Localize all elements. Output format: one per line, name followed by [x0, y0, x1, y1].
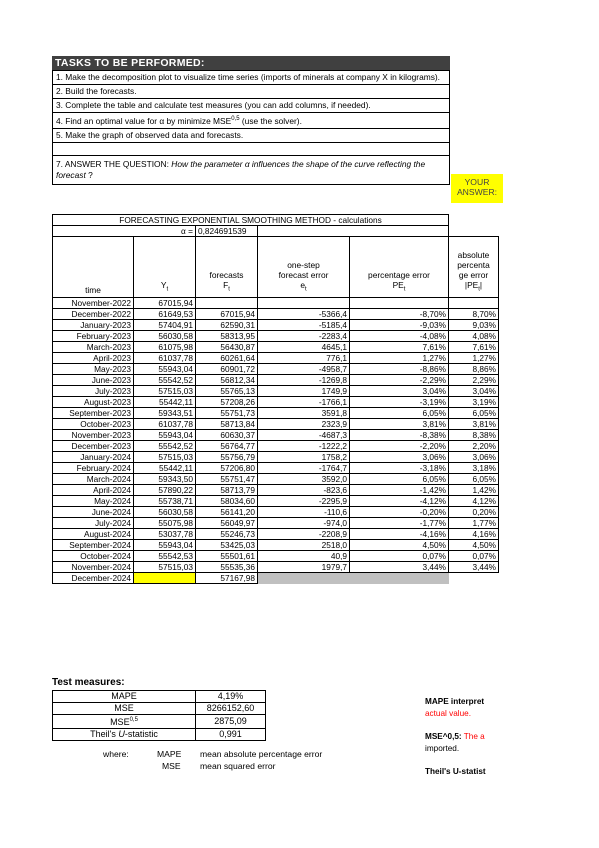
pe-cell[interactable]: -3,19%	[350, 397, 449, 408]
legend-where: where:	[103, 749, 129, 759]
ape-cell[interactable]: 7,61%	[449, 342, 499, 353]
forecast-cell[interactable]: 57208,26	[196, 397, 258, 408]
legend-mse: MSE	[162, 761, 181, 771]
error-cell[interactable]: -1766,1	[258, 397, 350, 408]
pe-cell[interactable]	[350, 298, 449, 309]
pe-cell[interactable]: -2,20%	[350, 441, 449, 452]
ape-cell[interactable]: 3,81%	[449, 419, 499, 430]
y-cell[interactable]	[134, 573, 196, 584]
table-row	[53, 474, 499, 485]
time-cell: December-2022	[53, 309, 134, 320]
task-7-text: 7. ANSWER THE QUESTION:	[56, 158, 172, 169]
table-row	[53, 331, 499, 342]
mse-value[interactable]: 8266152,60	[196, 703, 266, 715]
theil-row	[53, 729, 266, 741]
calculation-table	[52, 214, 499, 584]
task-5: 5. Make the graph of observed data and forecasts.	[52, 129, 450, 143]
task-7	[52, 156, 450, 185]
pe-cell[interactable]: -1,42%	[350, 485, 449, 496]
y-cell[interactable]: 57515,03	[134, 562, 196, 573]
y-cell[interactable]: 57890,22	[134, 485, 196, 496]
table-row	[53, 419, 499, 430]
error-cell[interactable]: -1764,7	[258, 463, 350, 474]
forecast-cell[interactable]: 55756,79	[196, 452, 258, 463]
ape-cell[interactable]: 4,08%	[449, 331, 499, 342]
ape-cell[interactable]: 1,27%	[449, 353, 499, 364]
alpha-value[interactable]: 0,824691539	[196, 226, 258, 237]
table-row	[53, 408, 499, 419]
error-cell[interactable]: -2283,4	[258, 331, 350, 342]
time-cell: March-2024	[53, 474, 134, 485]
forecast-cell[interactable]: 55535,36	[196, 562, 258, 573]
y-cell[interactable]: 55075,98	[134, 518, 196, 529]
ape-cell[interactable]: 3,44%	[449, 562, 499, 573]
mape-label: MAPE	[53, 691, 196, 703]
y-cell[interactable]: 55542,53	[134, 551, 196, 562]
pe-cell[interactable]: -4,08%	[350, 331, 449, 342]
error-cell[interactable]: -974,0	[258, 518, 350, 529]
forecast-cell[interactable]: 57206,80	[196, 463, 258, 474]
error-cell[interactable]	[258, 298, 350, 309]
y-cell[interactable]: 59343,51	[134, 408, 196, 419]
forecast-cell[interactable]: 55246,73	[196, 529, 258, 540]
panel-mse05-line2: imported.	[425, 744, 460, 753]
time-cell: October-2023	[53, 419, 134, 430]
error-cell[interactable]: -5366,4	[258, 309, 350, 320]
panel-mse05: MSE^0,5: The a	[425, 732, 485, 741]
forecast-cell[interactable]: 55501,61	[196, 551, 258, 562]
time-cell: November-2022	[53, 298, 134, 309]
panel-theil-heading: Theil's U-statist	[425, 767, 486, 776]
pe-cell[interactable]: -2,29%	[350, 375, 449, 386]
table-row	[53, 463, 499, 474]
table-row	[53, 573, 499, 584]
ape-cell[interactable]: 3,06%	[449, 452, 499, 463]
forecast-cell[interactable]: 58713,79	[196, 485, 258, 496]
error-cell[interactable]: -1269,8	[258, 375, 350, 386]
table-row	[53, 320, 499, 331]
task-7-question: How the parameter α influences the shape of the curve reflecting the forecast	[56, 158, 426, 180]
error-cell[interactable]: 1758,2	[258, 452, 350, 463]
test-measures-table	[52, 690, 266, 741]
y-cell[interactable]: 57404,91	[134, 320, 196, 331]
tasks-panel	[52, 56, 450, 185]
time-cell: May-2023	[53, 364, 134, 375]
table-row	[53, 309, 499, 320]
time-cell: September-2024	[53, 540, 134, 551]
forecast-cell[interactable]	[196, 298, 258, 309]
ape-cell[interactable]: 1,77%	[449, 518, 499, 529]
ape-cell[interactable]: 3,18%	[449, 463, 499, 474]
table-title-row	[53, 215, 499, 226]
time-cell: August-2024	[53, 529, 134, 540]
forecast-cell[interactable]: 58034,60	[196, 496, 258, 507]
mape-row	[53, 691, 266, 703]
time-cell: August-2023	[53, 397, 134, 408]
error-cell[interactable]: 776,1	[258, 353, 350, 364]
ape-cell[interactable]: 4,12%	[449, 496, 499, 507]
task-2: 2. Build the forecasts.	[52, 85, 450, 99]
tasks-header: TASKS TO BE PERFORMED:	[52, 56, 450, 70]
time-cell: April-2023	[53, 353, 134, 364]
y-cell[interactable]: 53037,78	[134, 529, 196, 540]
pe-cell[interactable]: -4,12%	[350, 496, 449, 507]
time-cell: July-2023	[53, 386, 134, 397]
error-cell[interactable]: -1222,2	[258, 441, 350, 452]
time-cell: January-2024	[53, 452, 134, 463]
error-cell[interactable]: -110,6	[258, 507, 350, 518]
forecast-cell[interactable]: 55765,13	[196, 386, 258, 397]
pe-cell[interactable]: -8,70%	[350, 309, 449, 320]
task-1: 1. Make the decomposition plot to visualize time series (imports of minerals at company X in kilograms).	[52, 70, 450, 85]
task-4-text: 4. Find an optimal value for α by minimize MSE	[56, 115, 232, 126]
table-row	[53, 496, 499, 507]
forecast-cell[interactable]: 56049,97	[196, 518, 258, 529]
mse05-row	[53, 715, 266, 729]
y-cell[interactable]: 61075,98	[134, 342, 196, 353]
pe-cell[interactable]: 0,07%	[350, 551, 449, 562]
mse-row	[53, 703, 266, 715]
header-ape: absolute percenta ge error $|PE_t|$	[449, 237, 499, 298]
time-cell: June-2023	[53, 375, 134, 386]
table-row	[53, 430, 499, 441]
time-cell: December-2023	[53, 441, 134, 452]
error-cell[interactable]: 3591,8	[258, 408, 350, 419]
error-cell[interactable]: -2295,9	[258, 496, 350, 507]
pe-cell[interactable]: 6,05%	[350, 408, 449, 419]
forecast-cell[interactable]: 67015,94	[196, 309, 258, 320]
task-4-sup: 0,5	[231, 116, 240, 122]
time-cell: April-2024	[53, 485, 134, 496]
task-4-tail: (use the solver).	[239, 115, 302, 126]
y-cell[interactable]: 67015,94	[134, 298, 196, 309]
ape-cell[interactable]: 4,16%	[449, 529, 499, 540]
y-cell[interactable]: 61037,78	[134, 419, 196, 430]
table-row	[53, 397, 499, 408]
table-row	[53, 386, 499, 397]
pe-cell[interactable]: -8,86%	[350, 364, 449, 375]
alpha-row	[53, 226, 499, 237]
error-cell[interactable]: -4958,7	[258, 364, 350, 375]
header-pe: percentage error $PE_t$	[350, 237, 449, 298]
y-cell[interactable]: 55542,52	[134, 375, 196, 386]
error-cell[interactable]	[258, 573, 350, 584]
theil-label: Theil's U-statistic	[53, 729, 196, 741]
y-cell[interactable]: 59343,50	[134, 474, 196, 485]
table-row	[53, 551, 499, 562]
table-row	[53, 375, 499, 386]
error-cell[interactable]: 3592,0	[258, 474, 350, 485]
ape-cell[interactable]: 8,70%	[449, 309, 499, 320]
pe-cell[interactable]: -0,20%	[350, 507, 449, 518]
forecast-cell[interactable]: 62590,31	[196, 320, 258, 331]
table-row	[53, 518, 499, 529]
task-7-tail: ?	[85, 169, 93, 180]
forecast-cell[interactable]: 60630,37	[196, 430, 258, 441]
mse05-value[interactable]: 2875,09	[196, 715, 266, 729]
pe-cell[interactable]: 1,27%	[350, 353, 449, 364]
y-cell[interactable]: 55442,11	[134, 397, 196, 408]
header-time: time	[53, 237, 134, 298]
theil-value[interactable]: 0,991	[196, 729, 266, 741]
forecast-cell[interactable]: 57167,98	[196, 573, 258, 584]
forecast-cell[interactable]: 56141,20	[196, 507, 258, 518]
time-cell: September-2023	[53, 408, 134, 419]
y-cell[interactable]: 55542,52	[134, 441, 196, 452]
ape-cell[interactable]: 9,03%	[449, 320, 499, 331]
error-cell[interactable]: -5185,4	[258, 320, 350, 331]
forecast-cell[interactable]: 58313,95	[196, 331, 258, 342]
error-cell[interactable]: 2518,0	[258, 540, 350, 551]
panel-mape-heading: MAPE interpret	[425, 697, 485, 706]
forecast-cell[interactable]: 53425,03	[196, 540, 258, 551]
forecast-cell[interactable]: 56812,34	[196, 375, 258, 386]
ape-cell[interactable]: 3,19%	[449, 397, 499, 408]
forecast-cell[interactable]: 55751,73	[196, 408, 258, 419]
time-cell: February-2024	[53, 463, 134, 474]
time-cell: May-2024	[53, 496, 134, 507]
y-cell[interactable]: 61649,53	[134, 309, 196, 320]
time-cell: July-2024	[53, 518, 134, 529]
legend-mape-desc: mean absolute percentage error	[200, 749, 323, 759]
y-cell[interactable]: 55442,11	[134, 463, 196, 474]
error-cell[interactable]: -2208,9	[258, 529, 350, 540]
pe-cell[interactable]: -4,16%	[350, 529, 449, 540]
pe-cell[interactable]	[350, 573, 449, 584]
alpha-label: α =	[53, 226, 196, 237]
y-cell[interactable]: 56030,58	[134, 331, 196, 342]
table-row	[53, 562, 499, 573]
pe-cell[interactable]: 6,05%	[350, 474, 449, 485]
error-cell[interactable]: -4687,3	[258, 430, 350, 441]
forecast-cell[interactable]: 55751,47	[196, 474, 258, 485]
ape-cell[interactable]: 0,20%	[449, 507, 499, 518]
y-cell[interactable]: 61037,78	[134, 353, 196, 364]
calc-body	[53, 298, 499, 584]
header-row	[53, 237, 499, 298]
legend-mse-desc: mean squared error	[200, 761, 276, 771]
table-row	[53, 441, 499, 452]
y-cell[interactable]: 55738,71	[134, 496, 196, 507]
header-y: $Y_t$	[134, 237, 196, 298]
time-cell: November-2023	[53, 430, 134, 441]
pe-cell[interactable]: -1,77%	[350, 518, 449, 529]
error-cell[interactable]: 1979,7	[258, 562, 350, 573]
ape-cell[interactable]: 2,20%	[449, 441, 499, 452]
interpretation-panel	[425, 690, 599, 790]
time-cell: June-2024	[53, 507, 134, 518]
task-4	[52, 113, 450, 129]
pe-cell[interactable]: 3,04%	[350, 386, 449, 397]
test-measures-title: Test measures:	[52, 677, 125, 688]
header-forecasts: forecasts $F_t$	[196, 237, 258, 298]
forecast-cell[interactable]: 60261,64	[196, 353, 258, 364]
y-cell[interactable]: 57515,03	[134, 386, 196, 397]
table-row	[53, 353, 499, 364]
mse-label: MSE	[53, 703, 196, 715]
table-title: FORECASTING EXPONENTIAL SMOOTHING METHOD - calculations	[53, 215, 449, 226]
ape-cell[interactable]: 6,05%	[449, 408, 499, 419]
legend-mape: MAPE	[157, 749, 182, 759]
time-cell: November-2024	[53, 562, 134, 573]
ape-cell[interactable]: 8,38%	[449, 430, 499, 441]
panel-mape-text: actual value.	[425, 709, 471, 718]
task-empty-row	[52, 143, 450, 156]
forecast-cell[interactable]: 56764,77	[196, 441, 258, 452]
task-3: 3. Complete the table and calculate test measures (you can add columns, if needed).	[52, 99, 450, 113]
ape-cell[interactable]	[449, 573, 499, 584]
y-cell[interactable]: 55943,04	[134, 364, 196, 375]
pe-cell[interactable]: 3,06%	[350, 452, 449, 463]
table-row	[53, 485, 499, 496]
ape-cell[interactable]: 0,07%	[449, 551, 499, 562]
table-row	[53, 507, 499, 518]
table-row	[53, 342, 499, 353]
time-cell: October-2024	[53, 551, 134, 562]
pe-cell[interactable]: 3,44%	[350, 562, 449, 573]
y-cell[interactable]: 57515,03	[134, 452, 196, 463]
pe-cell[interactable]: 4,50%	[350, 540, 449, 551]
table-row	[53, 529, 499, 540]
pe-cell[interactable]: -8,38%	[350, 430, 449, 441]
error-cell[interactable]: 1749,9	[258, 386, 350, 397]
y-cell[interactable]: 56030,58	[134, 507, 196, 518]
ape-cell[interactable]: 6,05%	[449, 474, 499, 485]
ape-cell[interactable]: 2,29%	[449, 375, 499, 386]
table-row	[53, 364, 499, 375]
y-cell[interactable]: 55943,04	[134, 430, 196, 441]
ape-cell[interactable]: 3,04%	[449, 386, 499, 397]
error-cell[interactable]: 2323,9	[258, 419, 350, 430]
pe-cell[interactable]: -3,18%	[350, 463, 449, 474]
pe-cell[interactable]: 7,61%	[350, 342, 449, 353]
error-cell[interactable]: -823,6	[258, 485, 350, 496]
ape-cell[interactable]: 1,42%	[449, 485, 499, 496]
time-cell: January-2023	[53, 320, 134, 331]
forecast-cell[interactable]: 58713,84	[196, 419, 258, 430]
time-cell: March-2023	[53, 342, 134, 353]
pe-cell[interactable]: 3,81%	[350, 419, 449, 430]
ape-cell[interactable]: 4,50%	[449, 540, 499, 551]
forecast-cell[interactable]: 56430,87	[196, 342, 258, 353]
mse05-label: MSE$^{0,5}$	[53, 715, 196, 729]
table-row	[53, 452, 499, 463]
forecast-cell[interactable]: 60901,72	[196, 364, 258, 375]
header-error: one-step forecast error $e_t$	[258, 237, 350, 298]
table-row	[53, 298, 499, 309]
table-row	[53, 540, 499, 551]
answer-input[interactable]: YOUR ANSWER:	[451, 174, 503, 203]
y-cell[interactable]: 55943,04	[134, 540, 196, 551]
mape-value[interactable]: 4,19%	[196, 691, 266, 703]
time-cell: February-2023	[53, 331, 134, 342]
pe-cell[interactable]: -9,03%	[350, 320, 449, 331]
error-cell[interactable]: 4645,1	[258, 342, 350, 353]
time-cell: December-2024	[53, 573, 134, 584]
ape-cell[interactable]: 8,86%	[449, 364, 499, 375]
error-cell[interactable]: 40,9	[258, 551, 350, 562]
ape-cell[interactable]	[449, 298, 499, 309]
